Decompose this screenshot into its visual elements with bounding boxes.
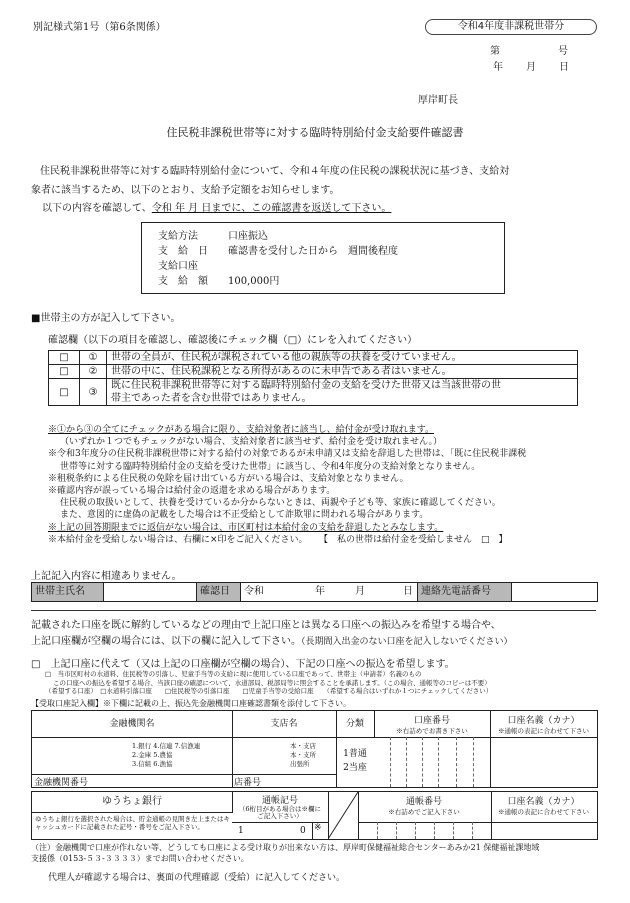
intro-line-2: 象者に該当するため、以下のとおり、支給予定額をお知らせします。 xyxy=(31,185,340,196)
date-year: 年 xyxy=(493,62,503,73)
number-go: 号 xyxy=(558,46,568,57)
bank-type-options[interactable]: 1.銀行 4.信連 7.信漁連 2.金庫 5.農協 3.信組 6.漁協 xyxy=(132,742,201,768)
check-box[interactable]: □ xyxy=(49,379,80,406)
account-notice-1: 記載された口座を既に解約しているなどの理由で上記口座とは異なる口座への振込みを希望する場合や、 xyxy=(31,620,501,631)
payment-row: 支 給 日 確認書を受付した日から 週間後程度 xyxy=(158,246,398,257)
check-row: □ ① 世帯の全員が、住民税が課税されている他の親族等の扶養を受けていません。 xyxy=(49,351,578,365)
date-day: 日 xyxy=(559,62,569,73)
payment-details xyxy=(158,229,398,289)
diagonal-slash xyxy=(328,792,358,839)
footer-note: （注）金融機関で口座が作れない等、どうしても口座による受け取りが出来ない方は、厚岸町保健福祉総合センターあみか21 保健福祉課地域 支援係（0153-５３-３３３３）までお問い合わせください。 xyxy=(31,843,540,863)
bank-table: 金融機関名 支店名 分類 口座番号 ※右詰めでお書き下さい 口座名義（カナ） ※通帳の表記に合わせて下さい 1.銀行 4.信連 7.信漁連 2.金庫 5.農協 3.信組 6.漁協 本・支店 本・支所 出張所 1普通 2当座 金融機関番号 店番号 xyxy=(31,710,598,788)
branch-code-label: 店番号 xyxy=(234,778,262,788)
check-row: □ ③ 既に住民税非課税世帯等に対する臨時特別給付金の支給を受けた世帯又は当該世帯の世 帯主であった者を含む世帯ではありません。 xyxy=(49,379,578,406)
payment-row: 支給方法 口座振込 xyxy=(158,231,268,242)
receive-title: 【受取口座記入欄】※下欄に記載の上、振込先金融機関口座確認書類を添付して下さい。 xyxy=(31,699,351,708)
yucho-table: ゆうちょ銀行 ゆうちょ銀行を選択された場合は、貯金通帳の見開き左上またはキャッシュカードに記載された記号・番号をご記入下さい。 通帳記号 （6桁目がある場合は※欄に ご記入下さい） 1 0 ※ 通帳番号 ※右詰めでご記入下さい 口座名義（カナ） ※通帳の表記に合わせて下さい xyxy=(31,791,598,840)
notes: ※①から③の全てにチェックがある場合に限り、支給対象者に該当し、給付金が受け取れます。 （いずれか１つでもチェックがない場合、支給対象者に該当せず、給付金を受け取れません。） ※令和3年度分の住民税非課税世帯に対する給付の対象であるが未申請又は支給を辞退した世帯は、「既に住民税非課税 世帯等に対する臨時特別給付金の支給を受けた世帯」に該当し、令和4年度分の支給対象となりません。 ※租税条約による住民税の免除を届け出ている方がいる場合は、支給対象となりません。 ※確認内容が誤っている場合は給付金の返還を求める場合があります。 住民税の取扱いとして、扶養を受けているか分からないときは、両親や子ども等、家族に確認してください。 また、意図的に虚偽の記載をした場合は不正受給として詐欺罪に問われる場合があります。 ※上記の回答期限までに返信がない場合は、市区町村は本給付金の支給を辞退したとみなします。 ※本給付金を受給しない場合は、右欄に×印をご記入ください。 【 私の世帯は給付金を受給しません □ 】 xyxy=(48,425,527,545)
proxy-note: 代理人が確認する場合は、裏面の代理確認（受給）に記入してください。 xyxy=(48,873,346,883)
phone-field[interactable] xyxy=(512,583,597,601)
decline-checkbox[interactable]: 【 私の世帯は給付金を受給しません □ 】 xyxy=(323,534,508,545)
check-box[interactable]: □ xyxy=(49,365,80,379)
bank-code-label: 金融機関番号 xyxy=(34,778,89,788)
number-dai: 第 xyxy=(490,46,500,57)
payment-row: 支 給 額 100,000円 xyxy=(158,276,280,287)
year-badge: 令和4年度非課税世帯分 xyxy=(425,19,597,35)
payment-row: 支給口座 xyxy=(158,261,198,272)
account-notice-2: 上記口座欄が空欄の場合には、以下の欄に記入して下さい。（長期間入出金のない口座を記入しないでください） xyxy=(31,636,513,647)
householder-name-field[interactable] xyxy=(104,583,197,601)
sign-row: 世帯主氏名 確認日 令和 年 月 日 連絡先電話番号 xyxy=(31,582,598,602)
account-type[interactable]: 1普通 2当座 xyxy=(343,749,367,773)
form-label: 別記様式第1号（第6条関係） xyxy=(33,22,166,33)
check-table xyxy=(48,350,578,406)
alt-account-small: □ 当市区町村の水道料、住民税等の引落し、児童手当等の支給に現に使用している口座であって、世帯主（申請者）名義のもの この口座への振込を希望する場合、当該口座の確認について、水道部局、税部局等に照会することを承諾します。（この場合、通帳等のコピーは不要） （希望する口座） □水道料引落口座 □住民税等の引落口座 □児童手当等の受給口座 （希望する場合はいずれか１つにチェックしてください） xyxy=(45,670,493,695)
mayor-name: 厚岸町長 xyxy=(418,95,458,106)
alt-account-line[interactable]: □ 上記口座に代えて（又は上記の口座欄が空欄の場合）、下記の口座への振込を希望します。 xyxy=(31,659,455,670)
intro-line-1: 住民税非課税世帯等に対する臨時特別給付金について、令和４年度の住民税の課税状況に基づき、支給対 xyxy=(40,166,510,177)
confirm-date-field[interactable]: 令和 年 月 日 xyxy=(241,583,418,601)
date-month: 月 xyxy=(526,62,536,73)
section-heading: ■世帯主の方が記入して下さい。 xyxy=(31,313,181,324)
branch-type-options[interactable]: 本・支店 本・支所 出張所 xyxy=(290,742,316,768)
check-box[interactable]: □ xyxy=(49,351,80,365)
agree-text: 上記記入内容に相違ありません。 xyxy=(31,571,182,582)
divider xyxy=(31,610,596,611)
check-row: □ ② 世帯の中に、住民税課税となる所得があるのに未申告である者はいません。 xyxy=(49,365,578,379)
document-title: 住民税非課税世帯等に対する臨時特別給付金支給要件確認書 xyxy=(166,126,464,139)
intro-line-3: 以下の内容を確認して、令和 年 月 日までに、この確認書を返送して下さい。 xyxy=(42,203,392,214)
check-intro: 確認欄（以下の項目を確認し、確認後にチェック欄（□）にレを入れてください） xyxy=(48,335,418,346)
deadline: 令和 年 月 日までに、この確認書を返送して下さい。 xyxy=(151,203,392,214)
